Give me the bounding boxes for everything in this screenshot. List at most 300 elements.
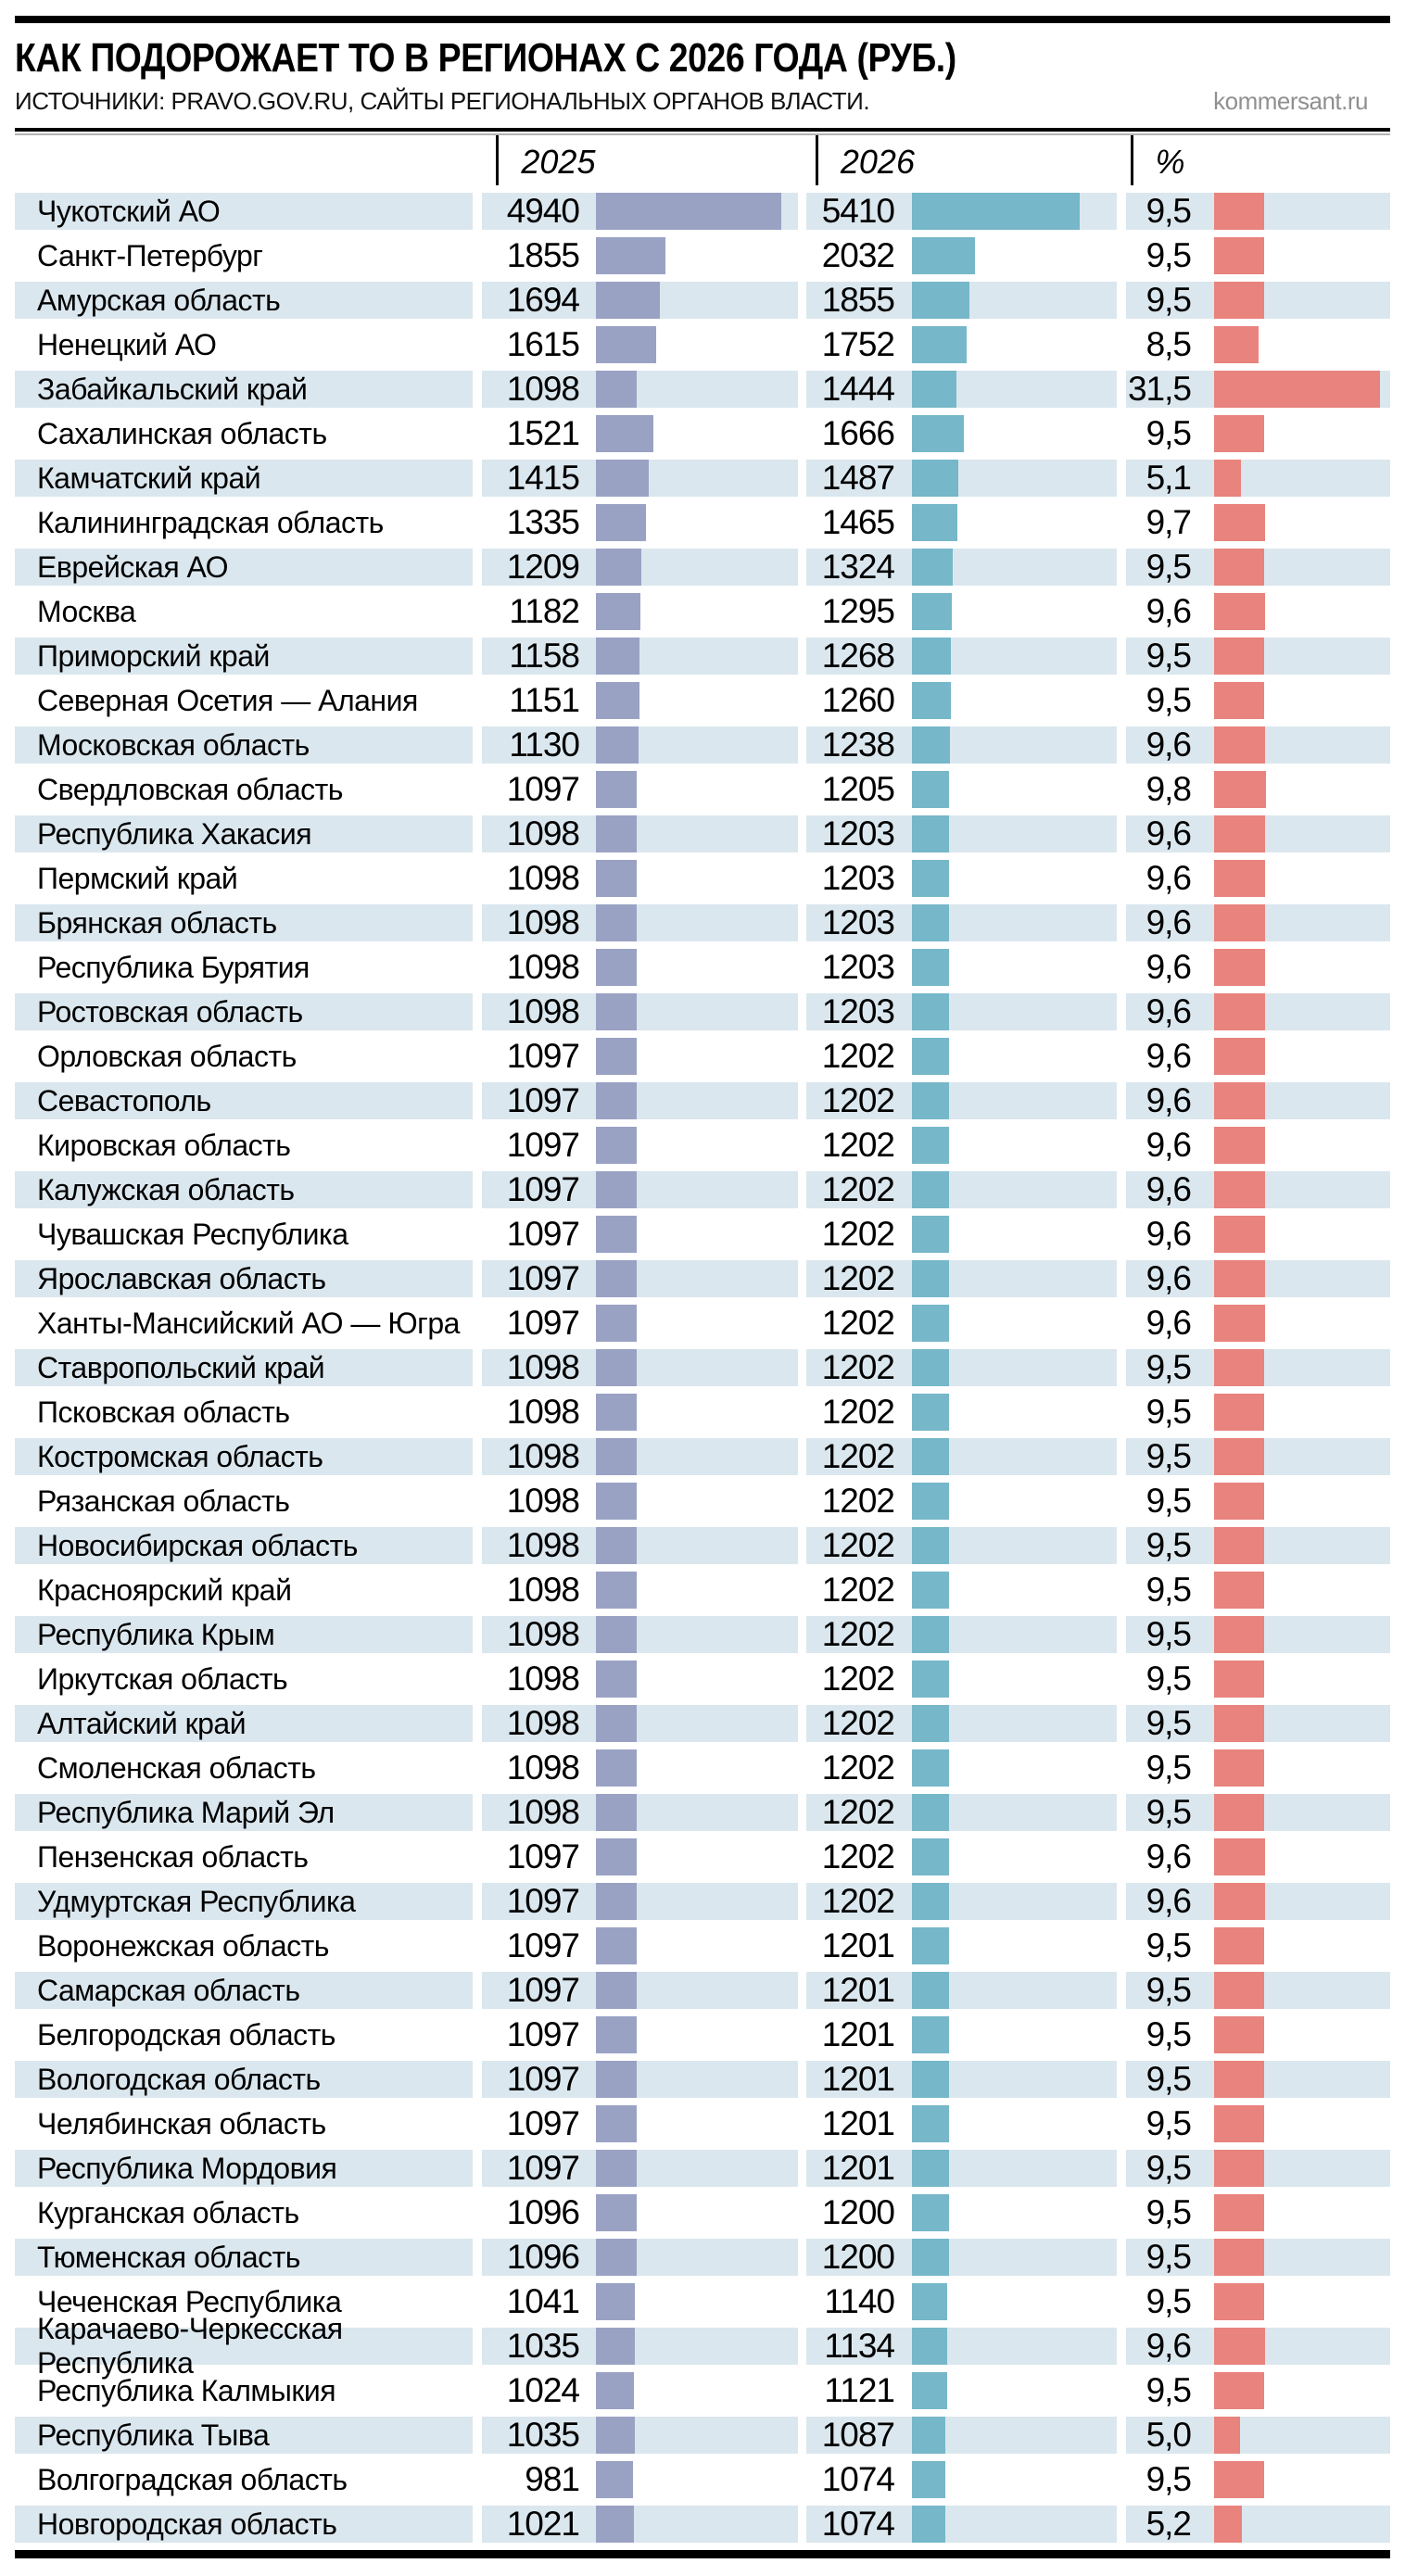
table-row	[15, 1972, 1390, 2009]
value-cell-percent	[1126, 1349, 1390, 1386]
region-name: Красноярский край	[37, 1572, 292, 1607]
value-2026: 1201	[821, 2149, 894, 2187]
bar-2025	[596, 371, 637, 408]
column-gap	[473, 371, 482, 408]
column-gap	[473, 1794, 482, 1831]
column-gap	[473, 1616, 482, 1653]
value-cell-2025	[482, 1127, 798, 1164]
bar-percent	[1214, 282, 1264, 319]
value-cell-2025	[482, 1438, 798, 1475]
bar-percent	[1214, 904, 1265, 941]
table-row	[15, 460, 1390, 497]
table-row	[15, 2372, 1390, 2409]
value-2026: 1202	[821, 1749, 894, 1787]
value-2025: 1097	[506, 1126, 579, 1164]
bar-2025	[596, 638, 639, 675]
value-cell-percent	[1126, 1927, 1390, 1964]
rows-container	[15, 193, 1390, 2543]
value-2025: 1098	[506, 1704, 579, 1742]
table-row	[15, 2506, 1390, 2543]
value-2026: 1074	[821, 2505, 894, 2543]
region-name: Московская область	[15, 726, 473, 764]
value-2026: 1202	[821, 1215, 894, 1253]
column-gap	[473, 2461, 482, 2498]
value-2026: 1295	[821, 592, 894, 630]
table-row	[15, 193, 1390, 230]
bar-2025	[596, 2150, 637, 2187]
table-row	[15, 1127, 1390, 1164]
value-2026: 2032	[821, 236, 894, 274]
value-cell-percent	[1126, 1838, 1390, 1875]
column-gap	[1117, 815, 1126, 852]
column-gap	[473, 1527, 482, 1564]
column-gap	[473, 2016, 482, 2053]
value-cell-2026	[806, 1394, 1117, 1431]
column-gap	[798, 1705, 806, 1742]
column-gap	[473, 2061, 482, 2098]
value-cell-2025	[482, 949, 798, 986]
value-cell-2025	[482, 2239, 798, 2276]
value-percent: 9,5	[1146, 1793, 1191, 1831]
value-2026: 1074	[821, 2460, 894, 2498]
column-gap	[1117, 1838, 1126, 1875]
value-cell-2025	[482, 237, 798, 274]
value-cell-2026	[806, 1483, 1117, 1520]
bar-2026	[912, 1883, 949, 1920]
value-2025: 1098	[506, 992, 579, 1030]
value-2025: 1097	[506, 1215, 579, 1253]
column-gap	[1117, 2461, 1126, 2498]
table-row	[15, 2194, 1390, 2231]
column-gap	[798, 2150, 806, 2187]
value-cell-2026	[806, 1927, 1117, 1964]
column-gap	[798, 1927, 806, 1964]
column-gap	[798, 282, 806, 319]
table-row	[15, 2016, 1390, 2053]
table-row	[15, 1438, 1390, 1475]
bar-2026	[912, 1616, 949, 1653]
value-2025: 1182	[509, 592, 579, 630]
brand-text: kommersant.ru	[1213, 87, 1368, 115]
value-cell-2026	[806, 2239, 1117, 2276]
value-cell-percent	[1126, 415, 1390, 452]
column-gap	[1117, 282, 1126, 319]
value-cell-percent	[1126, 2283, 1390, 2320]
column-gap	[1117, 1749, 1126, 1787]
value-cell-percent	[1126, 193, 1390, 230]
value-2025: 1098	[506, 1749, 579, 1787]
column-gap	[1117, 2194, 1126, 2231]
value-cell-2025	[482, 326, 798, 363]
column-gap	[473, 2239, 482, 2276]
region-name: Чеченская Республика	[37, 2284, 342, 2318]
value-percent: 9,6	[1146, 1304, 1191, 1342]
bar-2026	[912, 2105, 949, 2142]
column-gap	[1117, 2061, 1126, 2098]
value-cell-percent	[1126, 1572, 1390, 1609]
value-cell-2026	[806, 1661, 1117, 1698]
value-2026: 1201	[821, 2015, 894, 2053]
column-gap	[1117, 2417, 1126, 2454]
value-cell-2025	[482, 1527, 798, 1564]
value-cell-percent	[1126, 326, 1390, 363]
region-name: Приморский край	[15, 638, 473, 675]
bar-percent	[1214, 2194, 1264, 2231]
bar-2025	[596, 326, 656, 363]
value-2026: 1201	[821, 2104, 894, 2142]
column-gap	[473, 638, 482, 675]
bar-percent	[1214, 2105, 1264, 2142]
column-gap	[473, 1438, 482, 1475]
region-name: Республика Калмыкия	[37, 2373, 336, 2407]
column-gap	[1117, 1661, 1126, 1698]
value-cell-2026	[806, 2016, 1117, 2053]
value-percent: 9,5	[1146, 414, 1191, 452]
bar-2025	[596, 1927, 637, 1964]
column-gap	[798, 2461, 806, 2498]
value-2025: 1098	[506, 1393, 579, 1431]
value-2026: 1238	[821, 726, 894, 764]
column-gap	[473, 949, 482, 986]
value-cell-2025	[482, 2150, 798, 2187]
value-cell-2026	[806, 1972, 1117, 2009]
table-header	[15, 135, 1390, 185]
value-2026: 1260	[821, 681, 894, 719]
footer-rule	[15, 2550, 1390, 2558]
column-gap	[798, 2061, 806, 2098]
region-name: Новосибирская область	[15, 1527, 473, 1564]
bar-percent	[1214, 593, 1265, 630]
value-2025: 1097	[506, 1837, 579, 1875]
column-gap	[798, 2016, 806, 2053]
value-percent: 9,5	[1146, 681, 1191, 719]
column-gap	[1117, 682, 1126, 719]
bar-2025	[596, 682, 639, 719]
value-cell-percent	[1126, 237, 1390, 274]
value-2025: 1097	[506, 2015, 579, 2053]
bar-2025	[596, 1305, 637, 1342]
value-2026: 1487	[821, 459, 894, 497]
header-separator	[15, 128, 1390, 135]
bar-percent	[1214, 2061, 1264, 2098]
value-2025: 1209	[506, 548, 579, 586]
column-gap	[798, 1394, 806, 1431]
value-cell-2025	[482, 1749, 798, 1787]
region-name: Калининградская область	[37, 505, 384, 539]
bar-percent	[1214, 860, 1265, 897]
value-cell-2025	[482, 282, 798, 319]
value-cell-percent	[1126, 549, 1390, 586]
column-gap	[1121, 135, 1131, 185]
value-cell-percent	[1126, 1260, 1390, 1297]
column-gap	[1117, 1171, 1126, 1208]
column-gap	[1117, 771, 1126, 808]
table-row	[15, 504, 1390, 541]
value-cell-2026	[806, 460, 1117, 497]
value-cell-2025	[482, 549, 798, 586]
value-2026: 1203	[821, 992, 894, 1030]
value-2026: 1200	[821, 2238, 894, 2276]
column-gap	[1117, 1483, 1126, 1520]
value-2026: 1202	[821, 1615, 894, 1653]
table-row	[15, 1883, 1390, 1920]
bar-2025	[596, 2461, 633, 2498]
column-gap	[473, 593, 482, 630]
column-gap	[798, 993, 806, 1030]
value-percent: 9,5	[1146, 192, 1191, 230]
value-2026: 1203	[821, 859, 894, 897]
value-cell-percent	[1126, 2239, 1390, 2276]
value-2025: 1097	[506, 1259, 579, 1297]
column-gap	[1117, 1616, 1126, 1653]
table-row	[15, 1305, 1390, 1342]
bar-2026	[912, 2328, 947, 2365]
value-2025: 1096	[506, 2193, 579, 2231]
region-name: Тюменская область	[15, 2239, 473, 2276]
value-2025: 1694	[506, 281, 579, 319]
value-2025: 1098	[506, 370, 579, 408]
column-gap	[473, 2105, 482, 2142]
bar-percent	[1214, 326, 1259, 363]
bar-2026	[912, 949, 949, 986]
value-cell-2026	[806, 1572, 1117, 1609]
bar-2025	[596, 2105, 637, 2142]
column-gap	[798, 1838, 806, 1875]
column-gap	[1117, 549, 1126, 586]
bar-2025	[596, 1972, 637, 2009]
column-gap	[798, 1305, 806, 1342]
page-title: КАК ПОДОРОЖАЕТ ТО В РЕГИОНАХ С 2026 ГОДА (РУБ.)	[15, 35, 956, 81]
value-cell-percent	[1126, 2372, 1390, 2409]
bar-2025	[596, 2283, 635, 2320]
bar-percent	[1214, 2328, 1265, 2365]
column-gap	[798, 1749, 806, 1787]
value-cell-2026	[806, 1705, 1117, 1742]
region-name: Свердловская область	[37, 772, 343, 806]
bar-2026	[912, 815, 949, 852]
value-cell-percent	[1126, 504, 1390, 541]
bar-percent	[1214, 638, 1264, 675]
value-cell-2025	[482, 1661, 798, 1698]
column-gap	[1117, 1305, 1126, 1342]
value-percent: 9,5	[1146, 2060, 1191, 2098]
bar-2026	[912, 2461, 945, 2498]
column-gap	[473, 1705, 482, 1742]
column-gap	[473, 460, 482, 497]
bar-2026	[912, 1838, 949, 1875]
region-name: Чукотский АО	[15, 193, 473, 230]
value-2026: 1087	[821, 2416, 894, 2454]
column-gap	[1117, 1883, 1126, 1920]
value-cell-2026	[806, 815, 1117, 852]
column-gap	[1117, 2150, 1126, 2187]
column-gap	[798, 1082, 806, 1119]
bar-percent	[1214, 1927, 1264, 1964]
column-gap	[1117, 1260, 1126, 1297]
table-row	[15, 2150, 1390, 2187]
bar-percent	[1214, 193, 1264, 230]
value-cell-percent	[1126, 1749, 1390, 1787]
value-2026: 1201	[821, 1926, 894, 1964]
value-percent: 9,5	[1146, 1971, 1191, 2009]
value-2025: 1098	[506, 1437, 579, 1475]
value-cell-2025	[482, 2461, 798, 2498]
value-2025: 4940	[506, 192, 579, 230]
value-2026: 1202	[821, 1660, 894, 1698]
value-cell-2026	[806, 371, 1117, 408]
value-percent: 9,5	[1146, 1571, 1191, 1609]
bar-2026	[912, 682, 951, 719]
column-gap	[1117, 2105, 1126, 2142]
table-row	[15, 1616, 1390, 1653]
column-gap	[473, 1749, 482, 1787]
table-row	[15, 1483, 1390, 1520]
bar-percent	[1214, 993, 1265, 1030]
column-gap	[473, 1883, 482, 1920]
value-cell-2025	[482, 860, 798, 897]
region-name: Псковская область	[37, 1395, 290, 1429]
value-percent: 9,5	[1146, 1482, 1191, 1520]
table-row	[15, 1794, 1390, 1831]
column-gap	[473, 504, 482, 541]
value-2026: 1465	[821, 503, 894, 541]
bar-percent	[1214, 1216, 1265, 1253]
bar-2026	[912, 1661, 949, 1698]
column-gap	[473, 1171, 482, 1208]
value-percent: 9,5	[1146, 637, 1191, 675]
region-name: Белгородская область	[37, 2017, 335, 2052]
value-cell-2025	[482, 1260, 798, 1297]
value-cell-2026	[806, 771, 1117, 808]
sources-line	[15, 89, 1390, 113]
value-2026: 1200	[821, 2193, 894, 2231]
value-percent: 9,6	[1146, 992, 1191, 1030]
bar-2026	[912, 371, 956, 408]
value-cell-percent	[1126, 682, 1390, 719]
bar-2025	[596, 1394, 637, 1431]
value-percent: 9,5	[1146, 2460, 1191, 2498]
bar-percent	[1214, 815, 1265, 852]
bar-percent	[1214, 1171, 1265, 1208]
column-gap	[1117, 1572, 1126, 1609]
value-cell-2026	[806, 1082, 1117, 1119]
value-percent: 9,5	[1146, 548, 1191, 586]
column-gap	[1117, 2372, 1126, 2409]
bar-2026	[912, 1349, 949, 1386]
table-row	[15, 1749, 1390, 1787]
value-cell-2026	[806, 593, 1117, 630]
value-cell-2026	[806, 2061, 1117, 2098]
column-gap	[473, 1394, 482, 1431]
value-percent: 9,6	[1146, 814, 1191, 852]
column-gap	[798, 1260, 806, 1297]
region-name: Пензенская область	[37, 1839, 309, 1874]
bar-2026	[912, 1527, 949, 1564]
value-cell-2025	[482, 2506, 798, 2543]
value-cell-percent	[1126, 2105, 1390, 2142]
column-gap	[473, 2372, 482, 2409]
value-2025: 1097	[506, 2104, 579, 2142]
column-gap	[1117, 460, 1126, 497]
column-gap	[487, 135, 496, 185]
bar-2025	[596, 1838, 637, 1875]
column-gap	[798, 1527, 806, 1564]
region-name: Ставропольский край	[15, 1349, 473, 1386]
bar-2026	[912, 771, 949, 808]
value-percent: 31,5	[1127, 370, 1191, 408]
region-name: Северная Осетия — Алания	[37, 683, 418, 717]
value-2025: 1097	[506, 1304, 579, 1342]
column-gap	[1117, 371, 1126, 408]
value-cell-2026	[806, 2417, 1117, 2454]
column-gap	[798, 1216, 806, 1253]
bar-2026	[912, 1927, 949, 1964]
value-percent: 9,6	[1146, 1215, 1191, 1253]
column-gap	[1117, 1705, 1126, 1742]
bar-2026	[912, 549, 953, 586]
region-name: Забайкальский край	[15, 371, 473, 408]
region-name: Карачаево-Черкесская Республика	[15, 2328, 473, 2365]
value-cell-2025	[482, 1171, 798, 1208]
region-name: Вологодская область	[15, 2061, 473, 2098]
bar-percent	[1214, 949, 1265, 986]
bar-2026	[912, 237, 975, 274]
column-gap	[473, 2328, 482, 2365]
table-row	[15, 1082, 1390, 1119]
value-cell-2026	[806, 193, 1117, 230]
bar-percent	[1214, 726, 1265, 764]
value-cell-2026	[806, 904, 1117, 941]
region-name: Камчатский край	[15, 460, 473, 497]
column-gap	[798, 1661, 806, 1698]
bar-2026	[912, 1127, 949, 1164]
value-cell-2025	[482, 2194, 798, 2231]
column-header-2025: 2025	[496, 135, 807, 185]
value-cell-percent	[1126, 771, 1390, 808]
region-name: Республика Крым	[15, 1616, 473, 1653]
value-2026: 1203	[821, 903, 894, 941]
bar-percent	[1214, 2372, 1264, 2409]
value-cell-2025	[482, 2061, 798, 2098]
bar-2026	[912, 1749, 949, 1787]
value-cell-2025	[482, 1972, 798, 2009]
region-name: Удмуртская Республика	[15, 1883, 473, 1920]
bar-2025	[596, 771, 637, 808]
table-row	[15, 2312, 1390, 2380]
bar-percent	[1214, 1749, 1264, 1787]
column-gap	[1117, 1127, 1126, 1164]
value-cell-2025	[482, 1616, 798, 1653]
column-gap	[1117, 1394, 1126, 1431]
value-cell-2026	[806, 1794, 1117, 1831]
value-percent: 9,5	[1146, 1393, 1191, 1431]
table-row	[15, 593, 1390, 630]
value-percent: 9,5	[1146, 2193, 1191, 2231]
value-cell-percent	[1126, 638, 1390, 675]
value-cell-2026	[806, 1349, 1117, 1386]
table-row	[15, 1572, 1390, 1609]
bar-percent	[1214, 1838, 1265, 1875]
bar-2026	[912, 2417, 945, 2454]
value-2025: 1035	[506, 2416, 579, 2454]
column-gap	[473, 1661, 482, 1698]
bar-2026	[912, 1794, 949, 1831]
value-cell-2026	[806, 2328, 1117, 2365]
column-gap	[1117, 1082, 1126, 1119]
bar-percent	[1214, 1705, 1264, 1742]
value-percent: 9,6	[1146, 1259, 1191, 1297]
bar-2025	[596, 1749, 637, 1787]
